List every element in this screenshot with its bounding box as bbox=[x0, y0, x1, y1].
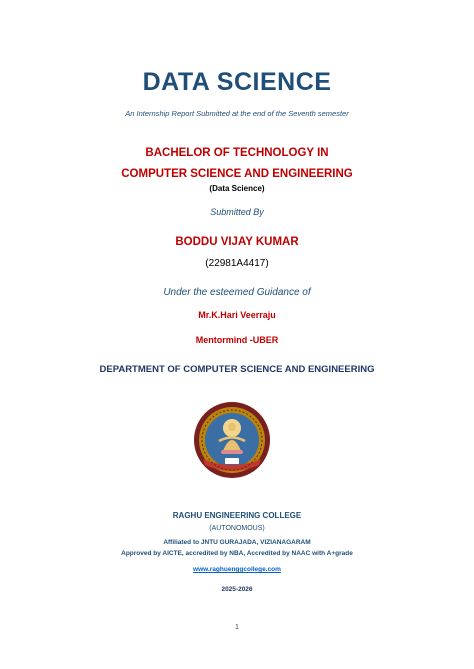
student-name: BODDU VIJAY KUMAR bbox=[175, 236, 299, 248]
submitted-by-label: Submitted By bbox=[210, 207, 264, 217]
guide-name: Mr.K.Hari Veerraju bbox=[198, 310, 276, 320]
report-title: DATA SCIENCE bbox=[142, 68, 332, 96]
guidance-label: Under the esteemed Guidance of bbox=[163, 287, 311, 298]
degree-line-2: COMPUTER SCIENCE AND ENGINEERING bbox=[121, 168, 353, 180]
autonomous-label: (AUTONOMOUS) bbox=[209, 525, 265, 532]
approval-line: Approved by AICTE, accredited by NBA, Accredited by NAAC with A+grade bbox=[121, 550, 353, 557]
college-website-link[interactable]: www.raghuenggcollege.com bbox=[193, 566, 281, 573]
degree-line-1: BACHELOR OF TECHNOLOGY IN bbox=[145, 147, 329, 159]
organization-name: Mentormind -UBER bbox=[195, 335, 279, 345]
academic-year: 2025-2026 bbox=[221, 586, 253, 593]
department-name: DEPARTMENT OF COMPUTER SCIENCE AND ENGINEERING bbox=[99, 364, 375, 375]
roll-number: (22981A4417) bbox=[205, 258, 269, 269]
seal-lotus-base bbox=[221, 450, 243, 454]
college-seal-icon bbox=[193, 401, 271, 479]
page-number: 1 bbox=[235, 624, 239, 631]
report-subtitle: An Internship Report Submitted at the end of the Seventh semester bbox=[125, 109, 349, 118]
college-name: RAGHU ENGINEERING COLLEGE bbox=[172, 511, 302, 520]
affiliation-line: Affiliated to JNTU GURAJADA, VIZIANAGARAM bbox=[163, 539, 311, 546]
seal-figure-head bbox=[228, 423, 236, 431]
seal-rec-plate bbox=[225, 458, 239, 464]
specialization: (Data Science) bbox=[209, 184, 265, 193]
